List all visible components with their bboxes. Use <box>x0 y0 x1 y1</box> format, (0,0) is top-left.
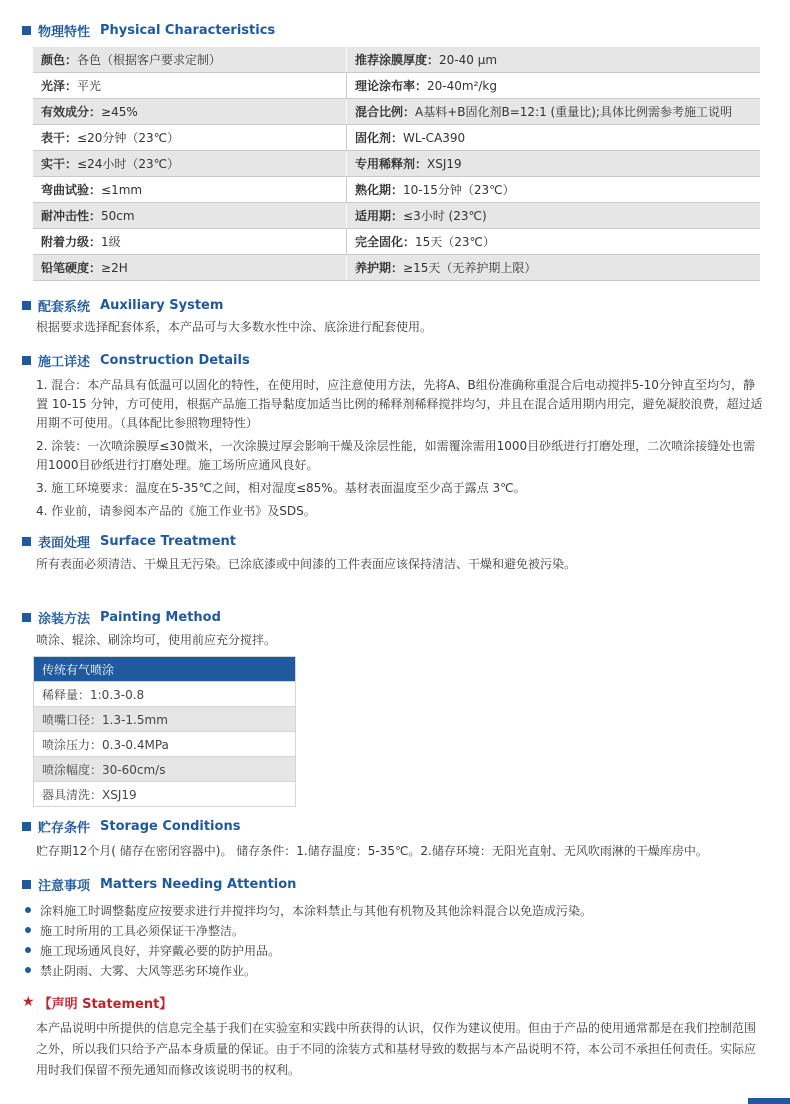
property-label: 有效成分： <box>41 105 102 119</box>
property-label: 推荐涂膜厚度： <box>355 53 440 67</box>
heading-cn: 物理特性 <box>38 24 91 40</box>
painting-row-nozzle: 喷嘴口径：1.3-1.5mm <box>34 706 295 731</box>
physical-section-heading <box>22 20 275 40</box>
left-cell <box>33 255 347 281</box>
heading-en: Physical Characteristics <box>100 22 276 38</box>
surface-text: 所有表面必须清洁、干燥且无污染。已涂底漆或中间漆的工件表面应该保持清洁、干燥和避免被污染。 <box>36 557 577 571</box>
dot-bullet-icon <box>25 927 31 933</box>
property-label: 专用稀释剂： <box>355 157 428 171</box>
painting-row-width: 喷涂幅度：30-60cm/s <box>34 756 295 781</box>
right-cell <box>347 255 761 281</box>
heading-en: Matters Needing Attention <box>100 876 297 892</box>
construction-item-mixing: 1. 混合：本产品具有低温可以固化的特性，在使用时，应注意使用方法，先将A、B组份准确称重混合后电动搅拌5-10分钟直至均匀，静置 10-15 分钟，方可使用，根据产品施工指导黏度加适当比例的稀释剂稀释搅拌均匀，并且在混合适用期内用完，避免凝胶浪费，超过适用期不可使用。（具体配比参照物理特性） <box>36 378 763 430</box>
right-cell <box>347 177 761 203</box>
corner-accent-bar <box>748 1098 790 1104</box>
property-value: 10-15分钟（23℃） <box>403 183 515 197</box>
heading-cn: 注意事项 <box>38 878 91 894</box>
statement-heading <box>22 992 172 1012</box>
property-value: 20-40m²/kg <box>427 79 497 93</box>
square-bullet-icon <box>22 613 31 622</box>
left-cell <box>33 151 347 177</box>
property-label: 固化剂： <box>355 131 404 145</box>
property-label: 实干： <box>41 157 78 171</box>
auxiliary-text: 根据要求选择配套体系，本产品可与大多数水性中涂、底涂进行配套使用。 <box>36 320 433 334</box>
square-bullet-icon <box>22 822 31 831</box>
surface-section-heading <box>22 531 236 551</box>
property-label: 铅笔硬度： <box>41 261 102 275</box>
property-value: ≤3小时 (23℃) <box>403 209 487 223</box>
painting-row-dilution: 稀释量：1:0.3-0.8 <box>34 681 295 706</box>
painting-section-heading <box>22 607 221 627</box>
table-row <box>33 177 760 203</box>
property-label: 光泽： <box>41 79 78 93</box>
list-item-text: 涂料施工时调整黏度应按要求进行并搅拌均匀，本涂料禁止与其他有机物及其他涂料混合以免造成污染。 <box>40 903 593 918</box>
table-row <box>33 99 760 125</box>
statement-text: 本产品说明中所提供的信息完全基于我们在实验室和实践中所获得的认识，仅作为建议使用。但由于产品的使用通常都是在我们控制范围之外，所以我们只给予产品本身质量的保证。由于不同的涂装方式和基材导致的数据与本产品说明不符，本公司不承担任何责任。实际应用时我们保留不预先通知而修改该说明书的权利。 <box>36 1021 757 1077</box>
table-row <box>33 229 760 255</box>
dot-bullet-icon <box>25 967 31 973</box>
heading-en: Surface Treatment <box>100 533 237 549</box>
heading-en: Construction Details <box>100 352 250 368</box>
list-item-text: 禁止阴雨、大雾、大风等恶劣环境作业。 <box>40 963 257 978</box>
table-row <box>33 125 760 151</box>
heading-en: Painting Method <box>100 609 221 625</box>
property-label: 养护期： <box>355 261 404 275</box>
property-label: 理论涂布率： <box>355 79 428 93</box>
storage-text: 贮存期12个月( 储存在密闭容器中)。 储存条件：1.储存温度：5-35℃。2.储存环境：无阳光直射、无风吹雨淋的干燥库房中。 <box>36 844 708 858</box>
property-label: 表干： <box>41 131 78 145</box>
construction-list <box>36 376 764 521</box>
painting-method-table <box>33 656 296 807</box>
property-value: ≤24小时（23℃） <box>77 157 180 171</box>
heading-cn: 表面处理 <box>38 535 91 551</box>
property-value: A基料+B固化剂B=12:1 (重量比);具体比例需参考施工说明 <box>415 105 732 119</box>
table-row <box>33 255 760 281</box>
property-label: 附着力级： <box>41 235 102 249</box>
list-item <box>22 940 762 960</box>
list-item <box>22 960 762 980</box>
property-value: ≥15天（无养护期上限） <box>403 261 537 275</box>
dot-bullet-icon <box>25 947 31 953</box>
construction-item-coating: 2. 涂装：一次喷涂膜厚≤30微米，一次涂膜过厚会影响干燥及涂层性能，如需覆涂需用1000目砂纸进行打磨处理，二次喷涂接缝处也需用1000目砂纸进行打磨处理。施工场所应通风良好。 <box>36 439 756 472</box>
property-label: 混合比例： <box>355 105 416 119</box>
attention-list <box>22 900 762 980</box>
property-value: 各色（根据客户要求定制） <box>77 53 222 67</box>
square-bullet-icon <box>22 880 31 889</box>
property-label: 熟化期： <box>355 183 404 197</box>
heading-cn: 贮存条件 <box>38 820 91 836</box>
property-value: 15天（23℃） <box>415 235 496 249</box>
list-item-text: 施工现场通风良好，并穿戴必要的防护用品。 <box>40 943 281 958</box>
heading-cn: 配套系统 <box>38 299 91 315</box>
table-row <box>33 151 760 177</box>
right-cell <box>347 151 761 177</box>
left-cell <box>33 203 347 229</box>
property-value: 平光 <box>77 79 102 93</box>
right-cell <box>347 229 761 255</box>
star-icon: ★ <box>22 994 35 1010</box>
left-cell <box>33 99 347 125</box>
property-label: 颜色： <box>41 53 78 67</box>
property-value: ≥2H <box>101 261 128 275</box>
right-cell <box>347 203 761 229</box>
left-cell <box>33 47 347 73</box>
left-cell <box>33 177 347 203</box>
property-value: 1级 <box>101 235 121 249</box>
table-row <box>33 73 760 99</box>
square-bullet-icon <box>22 537 31 546</box>
painting-row-pressure: 喷涂压力：0.3-0.4MPa <box>34 731 295 756</box>
square-bullet-icon <box>22 26 31 35</box>
painting-text: 喷涂、辊涂、刷涂均可，使用前应充分搅拌。 <box>36 633 277 647</box>
physical-characteristics-table <box>33 47 760 281</box>
right-cell <box>347 125 761 151</box>
painting-table-header: 传统有气喷涂 <box>34 657 295 681</box>
property-value: ≤1mm <box>101 183 143 197</box>
property-value: ≥45% <box>101 105 138 119</box>
property-value: 20-40 μm <box>439 53 498 67</box>
property-value: ≤20分钟（23℃） <box>77 131 180 145</box>
property-label: 弯曲试验： <box>41 183 102 197</box>
right-cell <box>347 73 761 99</box>
dot-bullet-icon <box>25 907 31 913</box>
painting-row-cleaning: 器具清洗：XSJ19 <box>34 781 295 806</box>
right-cell <box>347 47 761 73</box>
property-value: XSJ19 <box>427 157 462 171</box>
right-cell <box>347 99 761 125</box>
left-cell <box>33 73 347 99</box>
heading-en: Auxiliary System <box>100 297 224 313</box>
list-item-text: 施工时所用的工具必须保证干净整洁。 <box>40 923 245 938</box>
left-cell <box>33 229 347 255</box>
square-bullet-icon <box>22 301 31 310</box>
square-bullet-icon <box>22 356 31 365</box>
construction-item-environment: 3. 施工环境要求：温度在5-35℃之间，相对湿度≤85%。基材表面温度至少高于露点 3℃。 <box>36 481 526 495</box>
property-label: 适用期： <box>355 209 404 223</box>
property-value: WL-CA390 <box>403 131 466 145</box>
property-label: 完全固化： <box>355 235 416 249</box>
property-value: 50cm <box>101 209 135 223</box>
construction-section-heading <box>22 350 250 370</box>
heading-en: Storage Conditions <box>100 818 241 834</box>
attention-section-heading <box>22 874 296 894</box>
construction-item-before-work: 4. 作业前，请参阅本产品的《施工作业书》及SDS。 <box>36 504 316 518</box>
heading-cn: 涂装方法 <box>38 611 91 627</box>
heading-cn: 施工详述 <box>38 354 91 370</box>
table-row <box>33 47 760 73</box>
storage-section-heading <box>22 816 240 836</box>
table-row <box>33 203 760 229</box>
property-label: 耐冲击性： <box>41 209 102 223</box>
left-cell <box>33 125 347 151</box>
auxiliary-section-heading <box>22 295 223 315</box>
statement-title: 【声明 Statement】 <box>38 996 173 1012</box>
list-item <box>22 920 762 940</box>
list-item <box>22 900 762 920</box>
